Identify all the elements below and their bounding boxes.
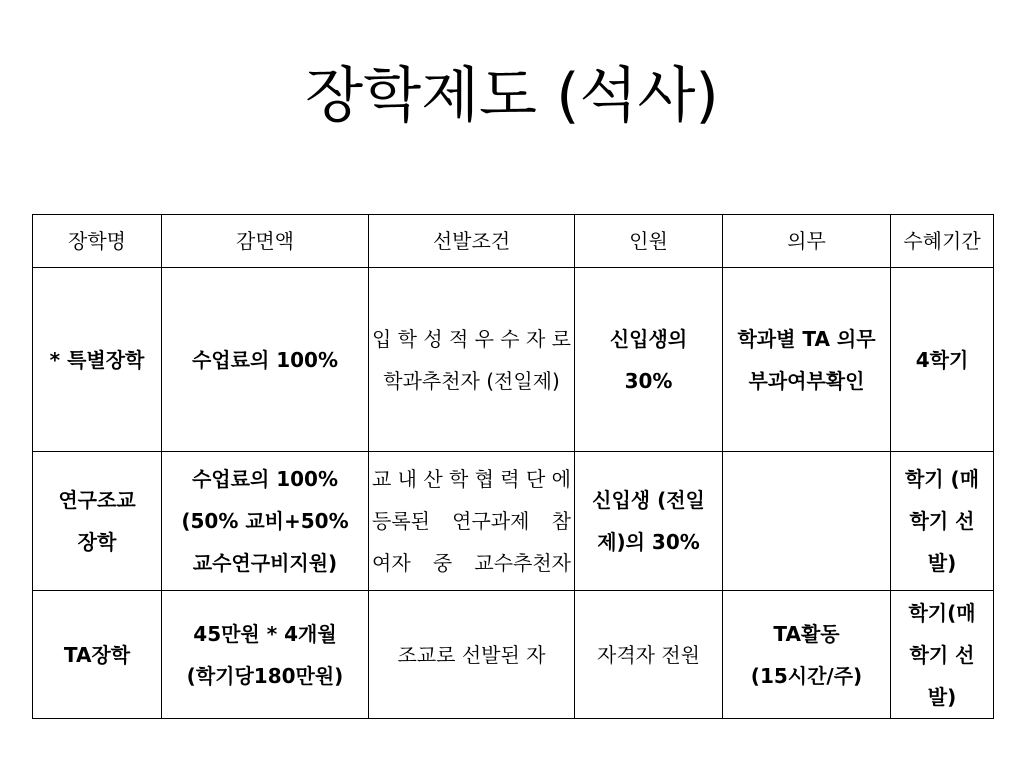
quota-cell — [575, 591, 723, 719]
cell-line: 제)의 30% — [597, 530, 700, 554]
period-cell — [891, 452, 994, 591]
header-quota: 인원 — [575, 215, 723, 268]
line-segment: 학 — [448, 467, 469, 491]
cell-line: 수업료의 100% — [191, 467, 339, 491]
slide-title: 장학제도 (석사) — [305, 61, 719, 131]
line-segment: 등록된 — [372, 509, 430, 533]
cell-line — [372, 500, 571, 542]
cell-line: 발) — [927, 684, 957, 709]
line-segment: 참 — [551, 509, 571, 533]
criteria-cell — [369, 591, 575, 719]
line-segment: 우 — [474, 326, 494, 351]
cell-line: 4학기 — [915, 347, 969, 372]
line-segment: 수 — [500, 326, 520, 351]
header-period: 수혜기간 — [891, 215, 994, 268]
cell-line: 교수연구비지원) — [192, 551, 338, 575]
cell-line: 학과별 TA 의무 — [737, 326, 876, 351]
reduction-cell — [162, 452, 369, 591]
line-segment: 력 — [500, 467, 520, 491]
duty-cell — [723, 268, 891, 452]
line-segment: 중 — [432, 551, 453, 575]
cell-line: 부과여부확인 — [748, 368, 865, 393]
line-segment: 학 — [397, 326, 417, 351]
cell-line: 학기 선 — [909, 509, 975, 533]
scholarship-table — [32, 214, 994, 719]
cell-line: (학기당180만원) — [186, 663, 344, 688]
cell-line: TA장학 — [63, 642, 131, 667]
header-scholarship-name: 장학명 — [33, 215, 162, 268]
header-duty: 의무 — [723, 215, 891, 268]
scholarship-name-cell — [33, 452, 162, 591]
table-row — [33, 591, 994, 719]
cell-line: 신입생의 — [609, 326, 688, 351]
line-segment: 산 — [423, 467, 443, 491]
quota-cell — [575, 452, 723, 591]
line-segment: 연구과제 — [452, 509, 530, 533]
cell-line: 장학 — [77, 530, 117, 554]
cell-line: 30% — [624, 368, 673, 393]
line-segment: 내 — [397, 467, 417, 491]
line-segment: 단 — [525, 467, 546, 491]
cell-line: 연구조교 — [58, 488, 136, 512]
line-segment: 입 — [372, 326, 392, 351]
header-criteria: 선발조건 — [369, 215, 575, 268]
line-segment: 여자 — [372, 551, 411, 575]
reduction-cell — [162, 268, 369, 452]
period-cell — [891, 591, 994, 719]
cell-line: 자격자 전원 — [597, 642, 700, 667]
cell-line: 학과추천자 (전일제) — [383, 368, 560, 393]
cell-line: TA활동 — [773, 621, 840, 646]
cell-line: 45만원 * 4개월 — [193, 621, 337, 646]
period-cell — [891, 268, 994, 452]
table-row — [33, 268, 994, 452]
cell-line — [372, 542, 571, 584]
line-segment: 로 — [551, 326, 571, 351]
cell-line: 수업료의 100% — [191, 347, 339, 372]
quota-cell — [575, 268, 723, 452]
cell-line — [372, 458, 571, 500]
table-header-row — [33, 215, 994, 268]
cell-line — [372, 318, 571, 360]
cell-line: (50% 교비+50% — [181, 509, 349, 533]
cell-line: 학기(매 — [908, 600, 976, 625]
cell-line: (15시간/주) — [750, 663, 863, 688]
header-reduction: 감면액 — [162, 215, 369, 268]
table-row — [33, 452, 994, 591]
criteria-cell — [369, 268, 575, 452]
duty-cell — [723, 591, 891, 719]
line-segment: 성 — [423, 326, 443, 351]
cell-line: 학기 선 — [909, 642, 975, 667]
cell-line: * 특별장학 — [49, 347, 145, 372]
line-segment: 자 — [525, 326, 546, 351]
line-segment: 에 — [551, 467, 571, 491]
line-segment: 교 — [372, 467, 392, 491]
line-segment: 협 — [474, 467, 494, 491]
reduction-cell — [162, 591, 369, 719]
cell-line: 신입생 (전일 — [592, 488, 705, 512]
criteria-cell — [369, 452, 575, 591]
scholarship-name-cell — [33, 591, 162, 719]
line-segment: 교수추천자 — [474, 551, 571, 575]
duty-cell — [723, 452, 891, 591]
cell-line: 학기 (매 — [904, 467, 980, 491]
cell-line: 조교로 선발된 자 — [397, 642, 546, 667]
cell-line: 발) — [927, 551, 957, 575]
line-segment: 적 — [448, 326, 469, 351]
scholarship-name-cell — [33, 268, 162, 452]
